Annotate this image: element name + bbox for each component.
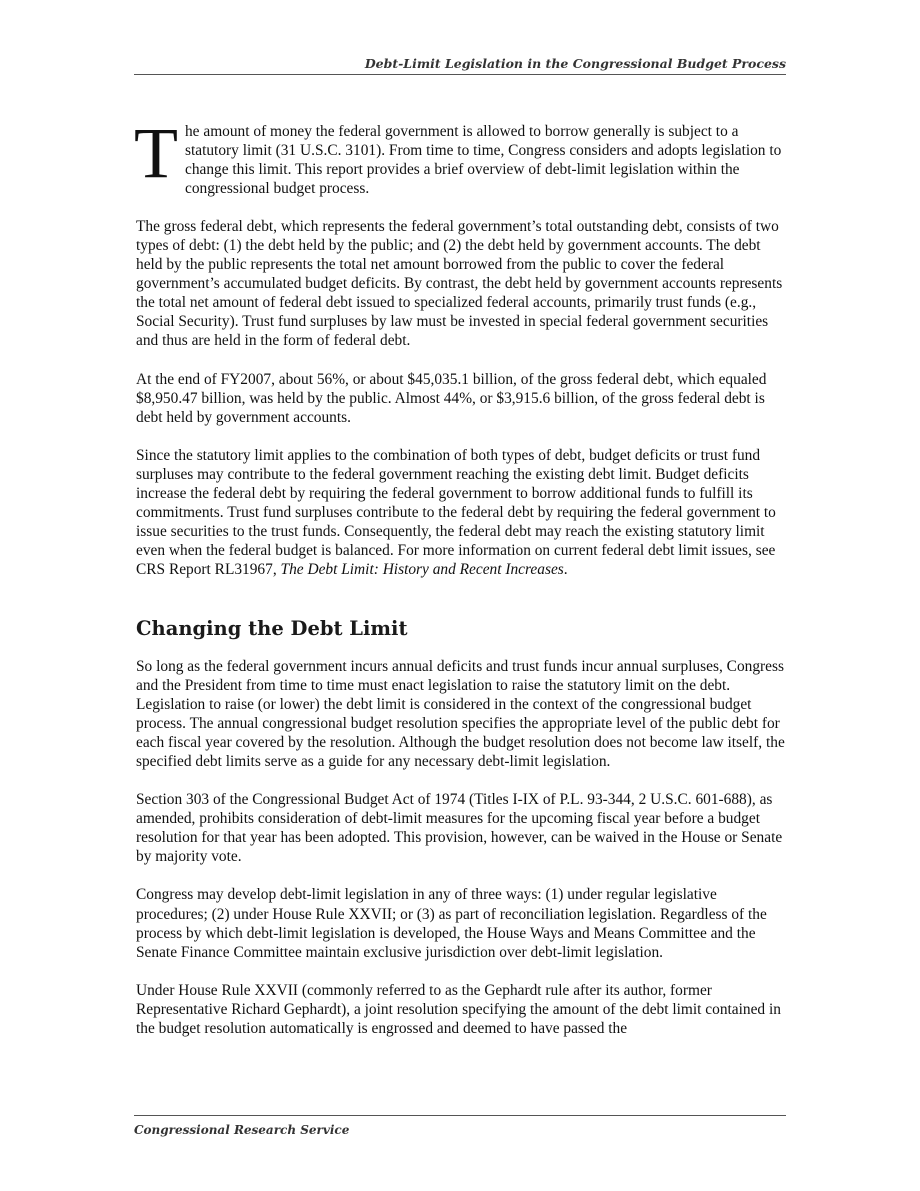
- section-heading: Changing the Debt Limit: [136, 616, 408, 640]
- drop-cap: T: [134, 113, 178, 193]
- intro-text: he amount of money the federal government is allowed to borrow generally is subject to a statutory limit (31 U.S.C. 3101). From time to time, Congress considers and adopts legislation to change this limit. This report provides a brief overview of debt-limit legislation within the congressional budget process.: [184, 123, 782, 198]
- running-header: Debt-Limit Legislation in the Congressional Budget Process: [134, 56, 786, 75]
- report-title-reference: The Debt Limit: History and Recent Increases: [280, 560, 564, 578]
- paragraph-text: Since the statutory limit applies to the combination of both types of debt, budget deficits or trust fund surpluses may contribute to the federal government reaching the existing debt limit. Budget deficits increase the federal debt by requiring the federal government to borrow additional funds to fulfill its commitments. Trust fund surpluses contribute to the federal debt by requiring the federal government to issue securities to the trust funds. Consequently, the federal debt may reach the existing statutory limit even when the federal budget is balanced. For more information on current federal debt limit issues, see CRS Report RL31967,: [136, 446, 776, 578]
- paragraph-statutory-limit: [136, 446, 786, 579]
- paragraph-section-303: Section 303 of the Congressional Budget Act of 1974 (Titles I-IX of P.L. 93-344, 2 U.S.C. 601-688), as amended, prohibits consideration of debt-limit measures for the upcoming fiscal year before a budget resolution for that year has been adopted. This provision, however, can be waived in the House or Senate by majority vote.: [136, 791, 783, 866]
- paragraph-gephardt-rule: Under House Rule XXVII (commonly referred to as the Gephardt rule after its author, former Representative Richard Gephardt), a joint resolution specifying the amount of the debt limit contained in the budget resolution automatically is engrossed and deemed to have passed the: [136, 981, 781, 1037]
- paragraph-annual-deficits: So long as the federal government incurs annual deficits and trust funds incur annual surpluses, Congress and the President from time to time must enact legislation to raise the statutory limit on the debt. Legislation to raise (or lower) the debt limit is considered in the context of the congressional budget process. The annual congressional budget resolution specifies the appropriate level of the public debt for each fiscal year covered by the resolution. Although the budget resolution does not become law itself, the specified debt limits serve as a guide for any necessary debt-limit legislation.: [136, 657, 785, 771]
- paragraph-end: .: [563, 560, 568, 578]
- paragraph-three-ways: Congress may develop debt-limit legislation in any of three ways: (1) under regular legislative procedures; (2) under House Rule XXVII; or (3) as part of reconciliation legislation. Regardless of the process by which debt-limit legislation is developed, the House Ways and Means Committee and the Senate Finance Committee maintain exclusive jurisdiction over debt-limit legislation.: [136, 886, 767, 961]
- paragraph-fy2007: At the end of FY2007, about 56%, or about $45,035.1 billion, of the gross federal debt, which equaled $8,950.47 billion, was held by the public. Almost 44%, or $3,915.6 billion, of the gross federal debt is debt held by government accounts.: [136, 370, 767, 426]
- intro-paragraph: [134, 113, 786, 198]
- page-footer: Congressional Research Service: [134, 1115, 786, 1138]
- paragraph-gross-debt: The gross federal debt, which represents the federal government’s total outstanding debt, consists of two types of debt: (1) the debt held by the public; and (2) the debt held by government accounts. The debt held by the public represents the total net amount borrowed from the public to cover the federal government’s accumulated budget deficits. By contrast, the debt held by government accounts represents the total net amount of federal debt issued to specialized federal accounts, primarily trust funds (e.g., Social Security). Trust fund surpluses by law must be invested in special federal government securities and thus are held in the form of federal debt.: [136, 218, 783, 350]
- document-body: [134, 113, 786, 1038]
